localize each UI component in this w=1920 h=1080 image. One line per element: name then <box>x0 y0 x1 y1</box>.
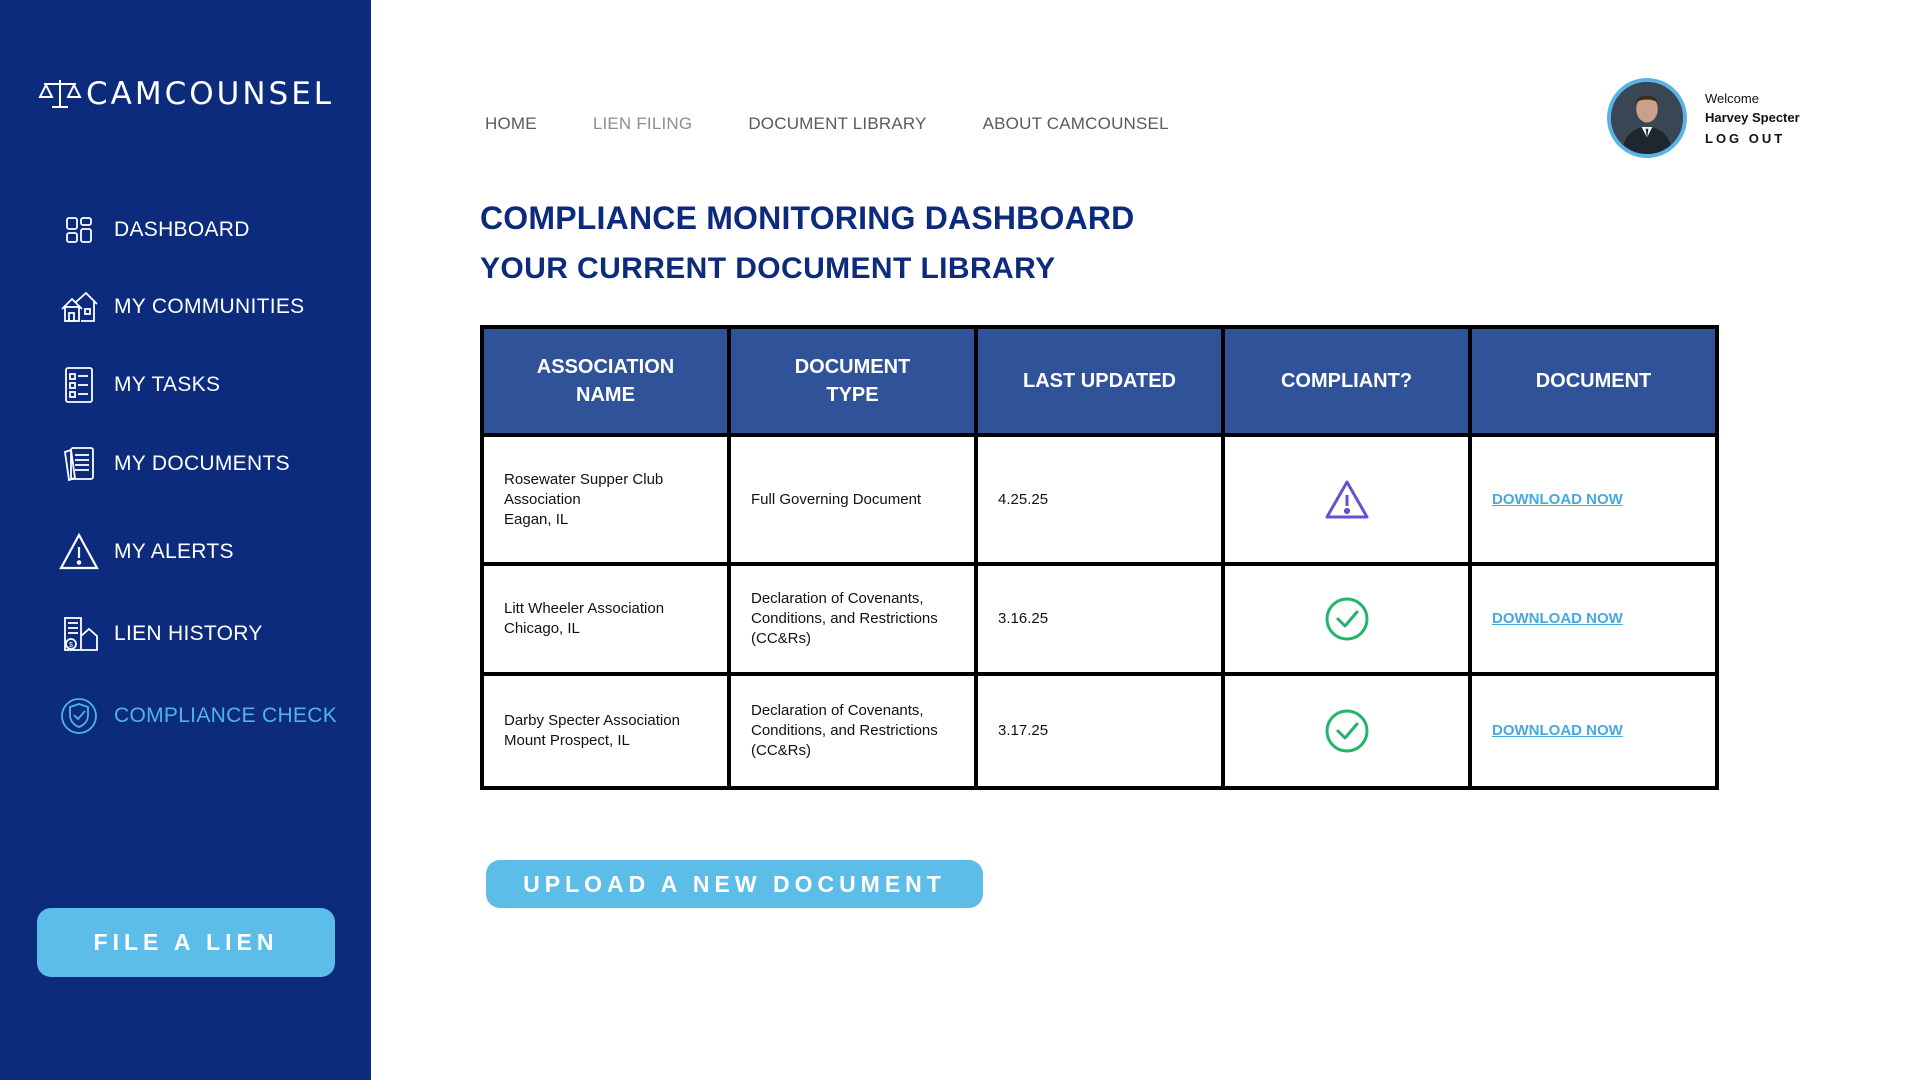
column-header-last-updated: LAST UPDATED <box>976 327 1223 435</box>
column-header-association: ASSOCIATION NAME <box>482 327 729 435</box>
column-header-document-type: DOCUMENT TYPE <box>729 327 976 435</box>
table-row <box>482 674 1717 788</box>
warning-triangle-icon <box>1323 476 1371 524</box>
logout-button[interactable]: LOG OUT <box>1705 130 1786 146</box>
user-name: Harvey Specter <box>1705 109 1800 125</box>
user-panel <box>1607 78 1800 158</box>
sidebar-item-my-alerts[interactable] <box>58 531 234 573</box>
sidebar-item-compliance-check[interactable] <box>58 695 337 737</box>
check-circle-icon <box>1323 707 1371 755</box>
welcome-text: Welcome <box>1705 90 1759 106</box>
nav-link-about[interactable]: ABOUT CAMCOUNSEL <box>982 114 1169 133</box>
association-name: Litt Wheeler Association <box>504 600 665 617</box>
file-lien-button[interactable]: FILE A LIEN <box>37 908 335 977</box>
upload-document-button[interactable]: UPLOAD A NEW DOCUMENT <box>486 860 983 908</box>
svg-text:$: $ <box>69 642 73 649</box>
sidebar-item-label: MY COMMUNITIES <box>114 295 305 318</box>
document-cell <box>1470 435 1717 564</box>
page-title: COMPLIANCE MONITORING DASHBOARD <box>480 200 1135 236</box>
document-table <box>480 325 1719 790</box>
association-cell <box>482 674 729 788</box>
sidebar-item-label: COMPLIANCE CHECK <box>114 704 338 727</box>
table-row <box>482 435 1717 564</box>
last-updated-cell: 3.16.25 <box>976 564 1223 674</box>
download-now-link[interactable]: DOWNLOAD NOW <box>1492 490 1623 508</box>
shield-check-icon <box>58 695 100 737</box>
sidebar-item-label: MY DOCUMENTS <box>114 452 290 475</box>
user-portrait-icon <box>1611 82 1683 154</box>
document-cell <box>1470 564 1717 674</box>
association-cell <box>482 435 729 564</box>
document-type-cell: Declaration of Covenants, Conditions, and Restrictions (CC&Rs) <box>729 564 976 674</box>
checklist-icon <box>58 364 100 406</box>
scales-icon <box>38 77 82 111</box>
association-cell <box>482 564 729 674</box>
sidebar-item-label: MY TASKS <box>114 373 221 396</box>
table-header-row <box>482 327 1717 435</box>
check-circle-icon <box>1323 595 1371 643</box>
last-updated-cell: 3.17.25 <box>976 674 1223 788</box>
page-subtitle: YOUR CURRENT DOCUMENT LIBRARY <box>480 252 1056 285</box>
brand-name: CAMCOUNSEL <box>86 76 335 112</box>
sidebar <box>0 0 371 1080</box>
document-type-cell: Full Governing Document <box>729 435 976 564</box>
association-name: Darby Specter Association <box>504 712 680 729</box>
association-name: Association <box>504 490 581 508</box>
dashboard-grid-icon <box>58 209 100 251</box>
column-header-document: DOCUMENT <box>1470 327 1717 435</box>
last-updated-cell: 4.25.25 <box>976 435 1223 564</box>
download-now-link[interactable]: DOWNLOAD NOW <box>1492 610 1623 627</box>
sidebar-item-label: LIEN HISTORY <box>114 622 263 645</box>
nav-link-document-library[interactable]: DOCUMENT LIBRARY <box>748 114 927 133</box>
sidebar-item-my-communities[interactable] <box>58 286 304 328</box>
association-location: Chicago, IL <box>504 620 580 637</box>
sidebar-item-my-tasks[interactable] <box>58 364 220 406</box>
compliant-cell <box>1223 674 1470 788</box>
column-header-compliant: COMPLIANT? <box>1223 327 1470 435</box>
association-location: Mount Prospect, IL <box>504 732 630 749</box>
houses-icon <box>58 286 100 328</box>
nav-link-home[interactable]: HOME <box>485 114 537 133</box>
building-dollar-icon <box>58 613 100 655</box>
avatar[interactable] <box>1607 78 1687 158</box>
document-type-cell: Declaration of Covenants, Conditions, and Restrictions (CC&Rs) <box>729 674 976 788</box>
table-row <box>482 564 1717 674</box>
top-nav <box>485 114 1225 134</box>
documents-icon <box>58 443 100 485</box>
sidebar-item-lien-history[interactable] <box>58 613 263 655</box>
sidebar-item-my-documents[interactable] <box>58 443 290 485</box>
document-cell <box>1470 674 1717 788</box>
alert-triangle-icon <box>58 531 100 573</box>
compliant-cell <box>1223 564 1470 674</box>
sidebar-item-label: DASHBOARD <box>114 218 250 241</box>
sidebar-item-dashboard[interactable] <box>58 209 250 251</box>
sidebar-item-label: MY ALERTS <box>114 540 234 563</box>
nav-link-lien-filing[interactable]: LIEN FILING <box>592 114 693 133</box>
brand-logo[interactable] <box>38 76 334 112</box>
download-now-link[interactable]: DOWNLOAD NOW <box>1492 722 1623 739</box>
association-name: Rosewater Supper Club <box>504 470 664 488</box>
association-location: Eagan, IL <box>504 510 569 528</box>
compliant-cell <box>1223 435 1470 564</box>
